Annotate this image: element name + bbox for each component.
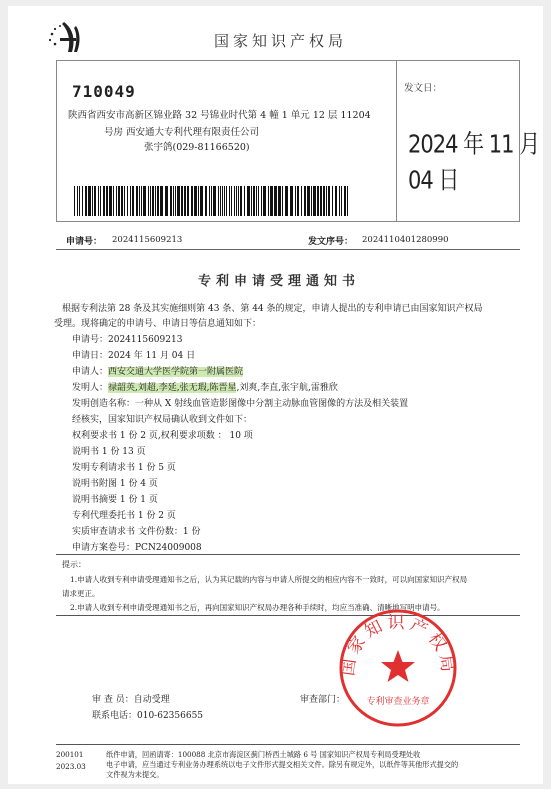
barcode-bar: [238, 186, 239, 216]
barcode-bar: [132, 186, 134, 216]
application-number-line: 申请号：2024115609213: [72, 335, 183, 345]
address-line-1: 陕西省西安市高新区锦业路 32 号锦业时代第 4 幢 1 单元 12 层 11204: [68, 110, 371, 121]
barcode-bar: [311, 186, 312, 216]
notes-divider: [56, 554, 520, 555]
barcode-bar: [200, 186, 203, 216]
barcode-bar: [74, 186, 75, 216]
applicant-line: [72, 364, 243, 377]
contact-line: 张宇鸽(029-81166520): [144, 142, 250, 153]
application-number-value: 2024115609213: [112, 235, 183, 245]
barcode-bar: [150, 186, 151, 216]
barcode-bar: [326, 186, 327, 216]
barcode-bar: [274, 186, 277, 216]
application-date-line: 申请日：2024 年 11 月 04 日: [72, 351, 196, 361]
barcode-bar: [198, 186, 199, 216]
barcode-bar: [136, 186, 138, 216]
application-number-label: 申请号：: [66, 237, 103, 247]
inventors-label: 发明人：: [72, 383, 109, 393]
barcode-bar: [106, 186, 108, 216]
barcode-bar: [175, 186, 176, 216]
send-date-label: 发文日：: [404, 83, 443, 94]
footer-line-1: 纸件申请，回函请寄：100088 北京市海淀区蓟门桥西土城路 6 号 国家知识产权局专利局受理处收: [106, 750, 421, 759]
footer-line-2: 电子申请，应当通过专利业务办理系统以电子文件形式提交相关文件。除另有规定外，以纸件等其他形式提交的: [106, 760, 459, 769]
barcode-bar: [270, 186, 273, 216]
box-divider: [396, 60, 397, 222]
barcode-bar: [231, 186, 232, 216]
barcode-bar: [139, 186, 140, 216]
barcode-bar: [152, 186, 154, 216]
barcode-bar: [143, 186, 146, 216]
barcode-bar: [170, 186, 172, 216]
barcode-bar: [124, 186, 125, 216]
barcode-bar: [285, 186, 288, 216]
barcode-bar: [282, 186, 283, 216]
cnipa-logo-icon: [46, 18, 86, 58]
applicant-value: 西安交通大学医学院第一附属医院: [108, 367, 244, 377]
barcode-bar: [297, 186, 299, 216]
barcode-bar: [313, 186, 316, 216]
address-line-2: 号房 西安通大专利代理有限责任公司: [104, 127, 260, 138]
barcode-bar: [127, 186, 128, 216]
form-code: 200101: [56, 750, 84, 759]
barcode-bar: [247, 186, 250, 216]
barcode-bar: [236, 186, 237, 216]
barcode-bar: [157, 186, 159, 216]
barcode-bar: [344, 186, 346, 216]
barcode-bar: [320, 186, 322, 216]
barcode-bar: [268, 186, 269, 216]
invention-name-line: 发明创造名称：一种从 X 射线血管造影图像中分割主动脉血管图像的方法及相关装置: [72, 399, 409, 409]
barcode-bar: [113, 186, 114, 216]
barcode-bar: [209, 186, 210, 216]
barcode-bar: [194, 186, 197, 216]
barcode-bar: [341, 186, 342, 216]
barcode-bar: [160, 186, 163, 216]
form-version: 2023.03: [56, 762, 86, 771]
barcode-bar: [301, 186, 302, 216]
barcode-bar: [256, 186, 257, 216]
verification-line: 经核实，国家知识产权局确认收到文件如下：: [72, 415, 253, 425]
barcode-bar: [141, 186, 142, 216]
footer-line-3: 文件视为未提交。: [106, 770, 164, 779]
note-2: 2.申请人收到专利申请受理通知书之后，再向国家知识产权局办理各种手续时，均应当准确、清晰地写明申请号。: [70, 603, 445, 612]
barcode-bar: [82, 186, 83, 216]
barcode-bar: [205, 186, 207, 216]
barcode-bar: [94, 186, 96, 216]
barcode-bar: [304, 186, 306, 216]
barcode-bar: [100, 186, 101, 216]
barcode-bar: [116, 186, 117, 216]
official-seal-icon: [336, 606, 460, 730]
footer-divider: [56, 744, 520, 745]
barcode-bar: [177, 186, 180, 216]
seal-sub-text: 专利审查业务章: [366, 697, 430, 707]
intro-line-1: 根据专利法第 28 条及其实施细则第 43 条、第 44 条的规定，申请人提出的专利申请已由国家知识产权局: [62, 304, 483, 314]
barcode-bar: [339, 186, 340, 216]
barcode-bar: [77, 186, 78, 216]
barcode-bar: [229, 186, 230, 216]
send-number-label: 发文序号：: [308, 237, 354, 247]
barcode-bar: [307, 186, 310, 216]
send-date-value: 2024 年 11 月 04 日: [408, 129, 540, 195]
barcode-bar: [263, 186, 266, 216]
barcode-bar: [240, 186, 242, 216]
barcode-bar: [332, 186, 333, 216]
barcode-bar: [244, 186, 245, 216]
document-item: 说明书附图 1 份 4 页: [72, 479, 158, 489]
barcode-bar: [79, 186, 80, 216]
document-item: 说明书摘要 1 份 1 页: [72, 495, 158, 505]
barcode-bar: [121, 186, 123, 216]
dept-label: 审查部门：: [300, 695, 346, 705]
barcode-bar: [187, 186, 189, 216]
inventors-rest: ,刘爽,李直,张宇航,雷雅欣: [236, 383, 338, 393]
barcode-bar: [218, 186, 219, 216]
barcode-bar: [130, 186, 131, 216]
examiner-line: 审 查 员：自动受理: [92, 695, 170, 705]
barcode-bar: [109, 186, 112, 216]
barcode-bar: [278, 186, 281, 216]
barcode-bar: [295, 186, 296, 216]
barcode-bar: [184, 186, 186, 216]
document-item: 专利代理委托书 1 份 2 页: [72, 511, 176, 521]
document-item: 实质审查请求书 文件份数：1 份: [72, 527, 201, 537]
barcode-bar: [165, 186, 168, 216]
phone-line: 联系电话：010-62356655: [92, 711, 204, 721]
note-1b: 请求更正。: [62, 589, 100, 598]
barcode-bar: [328, 186, 330, 216]
office-header: 国家知识产权局: [214, 32, 348, 50]
barcode-bar: [323, 186, 325, 216]
inventors-highlighted: 禄韶英,刘超,李延,张无瑕,陈晋星: [108, 383, 237, 393]
barcode-bar: [148, 186, 149, 216]
barcode-bar: [234, 186, 235, 216]
barcode-bar: [251, 186, 252, 216]
barcode-bar: [88, 186, 91, 216]
barcode-bar: [261, 186, 262, 216]
barcode-bar: [317, 186, 319, 216]
number-row-divider: [56, 249, 520, 250]
notice-page: [8, 6, 543, 784]
send-number-value: 2024110401280990: [362, 235, 449, 245]
note-1a: 1.申请人收到专利申请受理通知书之后，认为其记载的内容与申请人所提交的相应内容不一致时，可以向国家知识产权局: [70, 575, 468, 584]
barcode-bar: [213, 186, 216, 216]
barcode-bar: [118, 186, 120, 216]
barcode-bar: [222, 186, 223, 216]
inventors-line: [72, 380, 338, 393]
barcode-bar: [191, 186, 193, 216]
barcode-bar: [181, 186, 183, 216]
barcode-bar: [335, 186, 337, 216]
barcode-bar: [155, 186, 156, 216]
barcode-bar: [173, 186, 174, 216]
barcode-bar: [258, 186, 259, 216]
barcode-bar: [253, 186, 255, 216]
notes-title: 提示：: [62, 560, 86, 569]
barcode-bar: [103, 186, 105, 216]
intro-line-2: 受理。现将确定的申请号、申请日等信息通知如下：: [54, 319, 262, 329]
seal-name-text: 国家知识产权局: [338, 613, 458, 678]
barcode-bar: [98, 186, 99, 216]
barcode-bar: [290, 186, 293, 216]
barcode-bar: [211, 186, 212, 216]
barcode-bar: [220, 186, 221, 216]
barcode-bar: [347, 186, 348, 216]
barcode-bar: [224, 186, 225, 216]
document-item: 权利要求书 1 份 2 页,权利要求项数 ： 10 项: [72, 431, 253, 441]
barcode-bar: [85, 186, 87, 216]
case-number-line: 申请方案卷号：PCN24009008: [72, 543, 202, 553]
applicant-label: 申请人：: [72, 367, 109, 377]
document-item: 发明专利请求书 1 份 5 页: [72, 463, 176, 473]
barcode: [74, 186, 350, 216]
postcode: 710049: [72, 82, 136, 101]
document-item: 说明书 1 份 13 页: [72, 447, 146, 457]
barcode-bar: [92, 186, 93, 216]
document-title: 专利申请受理通知书: [198, 274, 361, 289]
barcode-bar: [226, 186, 227, 216]
